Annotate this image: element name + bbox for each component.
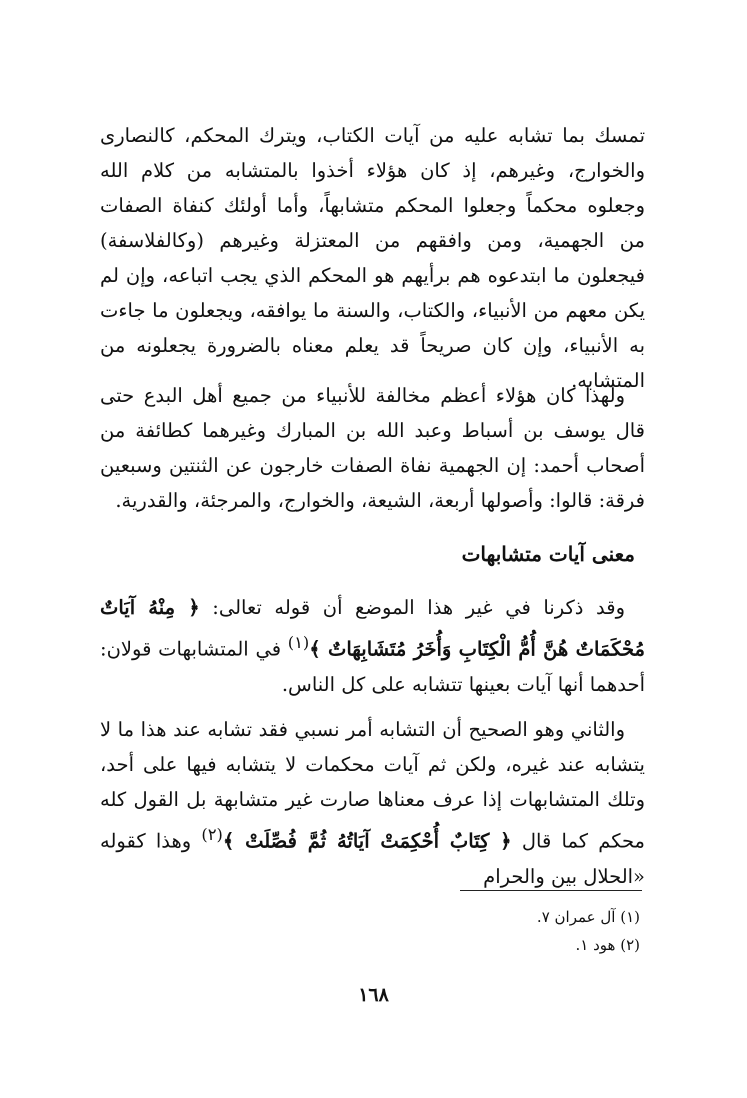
paragraph-4-rest: وهذا كقوله «الحلال بين والحرام xyxy=(100,829,645,888)
footnote-1: (١) آل عمران ٧. xyxy=(536,908,640,926)
paragraph-2-text: ولهذا كان هؤلاء أعظم مخالفة للأنبياء من جميع أهل البدع حتى قال يوسف بن أسباط وعبد الله بن المبارك وغيرهما كطائفة من أصحاب أحمد: إن الجهمية نفاة الصفات خارجون عن الثنتين وسبعين فرقة: قالوا: وأصولها أربعة، الشيعة، والخوارج، والمرجئة، والقدرية. xyxy=(100,384,645,512)
paragraph-4 xyxy=(100,712,645,894)
quran-verse-1: ﴿ مِنْهُ آيَاتٌ مُحْكَمَاتٌ هُنَّ أُمُّ الْكِتَابِ وَأُخَرُ مُتَشَابِهَاتٌ ﴾ xyxy=(100,596,645,661)
paragraph-3-intro: وقد ذكرنا في غير هذا الموضع أن قوله تعالى: xyxy=(199,596,625,619)
paragraph-3 xyxy=(100,590,645,702)
footnote-ref-1: (١) xyxy=(287,633,310,652)
paragraph-1-text: تمسك بما تشابه عليه من آيات الكتاب، ويترك المحكم، كالنصارى والخوارج، وغيرهم، إذ كان هؤلاء أخذوا بالمتشابه من كلام الله وجعلوه محكماً وجعلوا المحكم متشابهاً، وأما أولئك كنفاة الصفات من الجهمية، ومن وافقهم من المعتزلة وغيرهم (وكالفلاسفة) فيجعلون ما ابتدعوه هم برأيهم هو المحكم الذي يجب اتباعه، وإن لم يكن معهم من الأنبياء، والكتاب، والسنة ما يوافقه، ويجعلون ما جاءت به الأنبياء، وإن كان صريحاً قد يعلم معناه بالضرورة يجعلونه من المتشابه. xyxy=(100,124,645,392)
footnotes xyxy=(340,903,640,959)
quran-verse-2: ﴿ كِتَابٌ أُحْكِمَتْ آيَاتُهُ ثُمَّ فُصِّلَتْ ﴾ xyxy=(222,829,512,853)
footnote-divider xyxy=(460,890,642,891)
footnote-2: (٢) هود ١. xyxy=(575,936,640,954)
section-heading: معنى آيات متشابهات xyxy=(461,542,635,566)
paragraph-4-intro: والثاني وهو الصحيح أن التشابه أمر نسبي فقد تشابه عند هذا ما لا يتشابه عند غيره، ولكن ثم آيات محكمات لا يتشابه فيها على أحد، وتلك المتشابهات إذا عرف معناها صارت غير متشابهة بل القول كله محكم كما قال xyxy=(100,718,646,853)
paragraph-3-rest: في المتشابهات قولان: أحدهما أنها آيات بعينها تتشابه على كل الناس. xyxy=(100,637,645,696)
paragraph-1 xyxy=(100,118,645,398)
page-number: ١٦٨ xyxy=(358,984,389,1006)
footnote-ref-2: (٢) xyxy=(201,825,223,844)
paragraph-2 xyxy=(100,378,645,518)
